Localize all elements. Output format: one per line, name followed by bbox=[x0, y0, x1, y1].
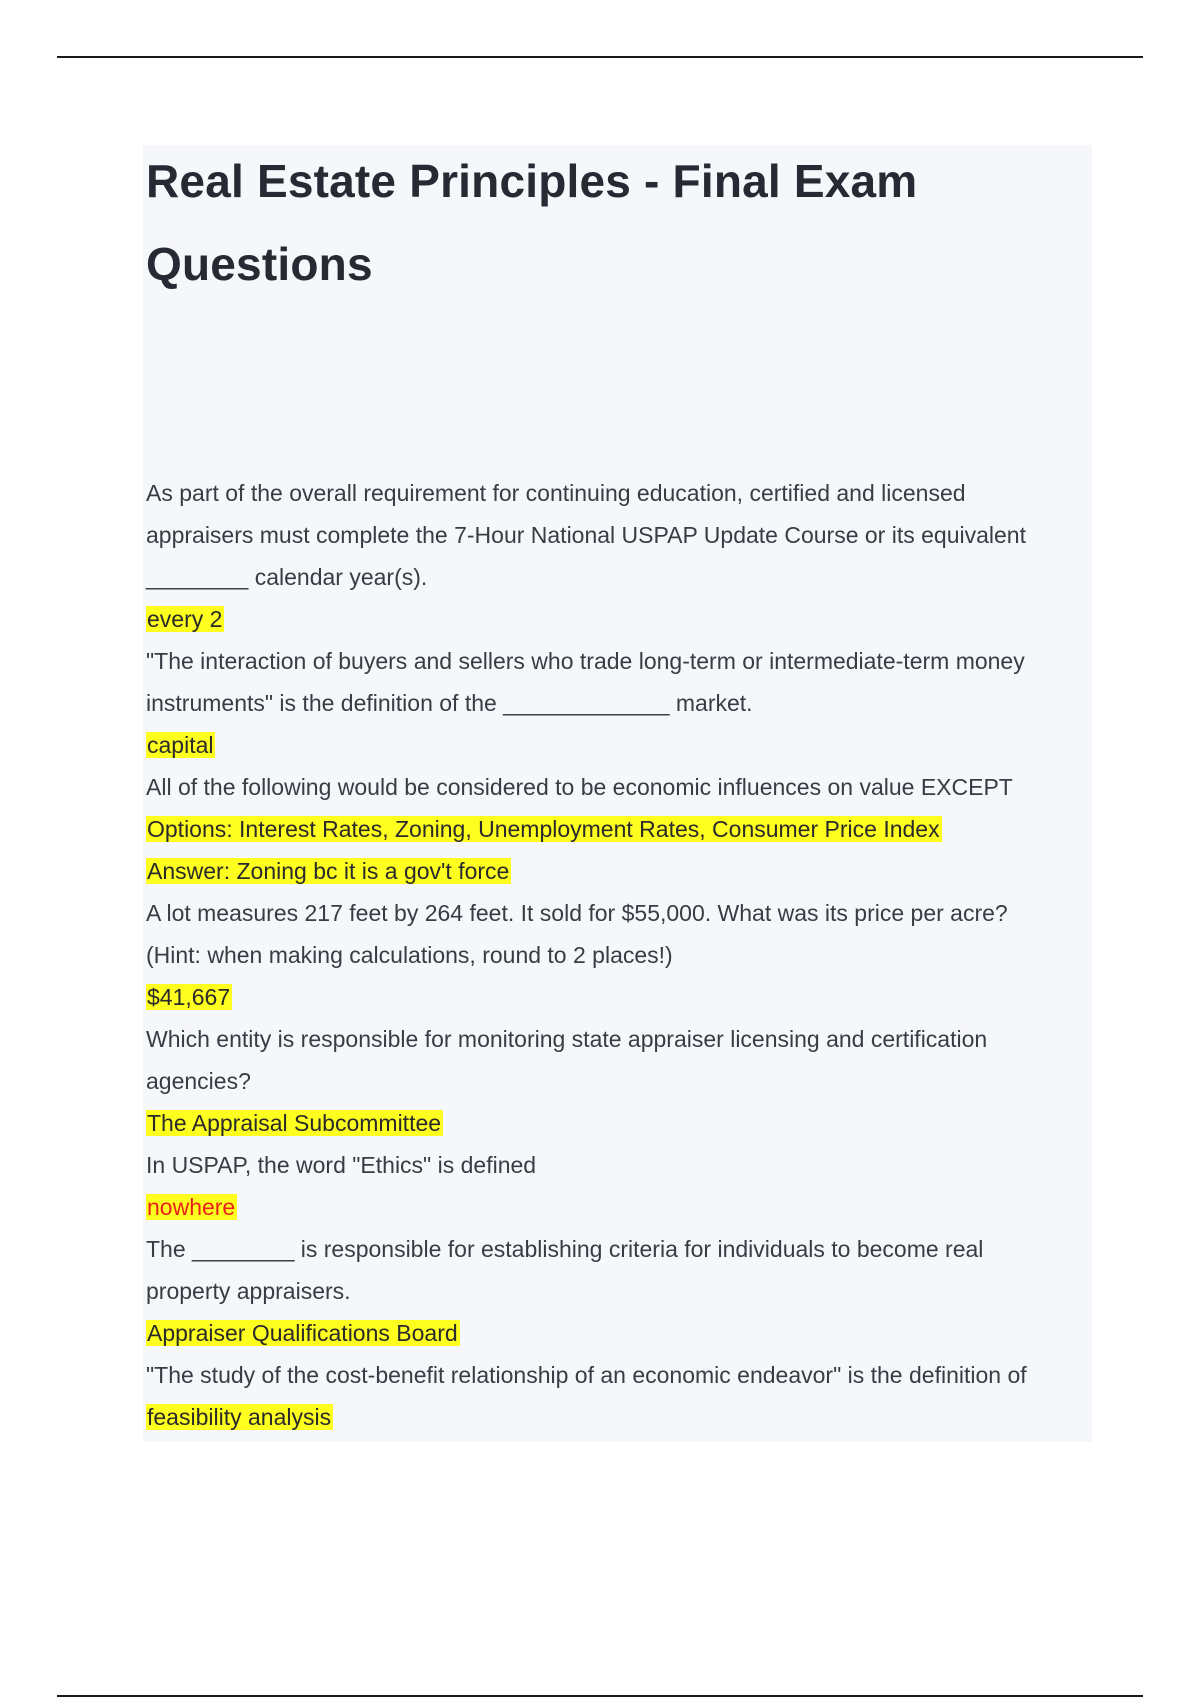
question-line: appraisers must complete the 7-Hour National USPAP Update Course or its equivalent bbox=[146, 522, 1026, 548]
answer-highlight: every 2 bbox=[147, 606, 223, 632]
question-line: instruments" is the definition of the _____________ market. bbox=[146, 690, 753, 716]
document-title bbox=[146, 140, 1076, 306]
answer-highlight-red: nowhere bbox=[147, 1194, 236, 1220]
answer-line bbox=[146, 976, 1086, 1018]
question-line: All of the following would be considered to be economic influences on value EXCEPT bbox=[146, 774, 1013, 800]
question-line: agencies? bbox=[146, 1068, 251, 1094]
answer-line bbox=[146, 850, 1086, 892]
answer-highlight: feasibility analysis bbox=[147, 1404, 332, 1430]
qa-item bbox=[146, 1228, 1086, 1354]
bottom-rule bbox=[57, 1695, 1143, 1697]
answer-line bbox=[146, 1102, 1086, 1144]
answer-highlight: $41,667 bbox=[147, 984, 231, 1010]
question-line: Which entity is responsible for monitoring state appraiser licensing and certification bbox=[146, 1026, 988, 1052]
qa-item bbox=[146, 640, 1086, 766]
answer-highlight: The Appraisal Subcommittee bbox=[147, 1110, 442, 1136]
qa-item bbox=[146, 1354, 1086, 1438]
answer-highlight: capital bbox=[147, 732, 214, 758]
title-line: Real Estate Principles - Final Exam bbox=[146, 155, 918, 207]
qa-item bbox=[146, 892, 1086, 1018]
answer-highlight: Answer: Zoning bc it is a gov't force bbox=[147, 858, 510, 884]
top-rule bbox=[57, 56, 1143, 58]
qa-item bbox=[146, 1018, 1086, 1144]
question-line: A lot measures 217 feet by 264 feet. It sold for $55,000. What was its price per acre? bbox=[146, 900, 1008, 926]
question-line: In USPAP, the word "Ethics" is defined bbox=[146, 1152, 537, 1178]
qa-item bbox=[146, 472, 1086, 640]
question-line: As part of the overall requirement for continuing education, certified and licensed bbox=[146, 480, 966, 506]
title-line: Questions bbox=[146, 238, 373, 290]
answer-line bbox=[146, 1312, 1086, 1354]
answer-line bbox=[146, 598, 1086, 640]
question-line: The ________ is responsible for establishing criteria for individuals to become real bbox=[146, 1236, 984, 1262]
question-line: "The interaction of buyers and sellers who trade long-term or intermediate-term money bbox=[146, 648, 1025, 674]
qa-item bbox=[146, 1144, 1086, 1228]
question-line: property appraisers. bbox=[146, 1278, 351, 1304]
answer-highlight: Options: Interest Rates, Zoning, Unemployment Rates, Consumer Price Index bbox=[147, 816, 940, 842]
answer-line bbox=[146, 724, 1086, 766]
qa-list bbox=[146, 472, 1086, 1438]
question-line: "The study of the cost-benefit relationship of an economic endeavor" is the definition of bbox=[146, 1362, 1027, 1388]
question-line: ________ calendar year(s). bbox=[146, 564, 428, 590]
qa-item bbox=[146, 766, 1086, 892]
answer-line bbox=[146, 808, 1086, 850]
answer-highlight: Appraiser Qualifications Board bbox=[147, 1320, 458, 1346]
answer-line bbox=[146, 1396, 1086, 1438]
question-line: (Hint: when making calculations, round to 2 places!) bbox=[146, 942, 673, 968]
answer-line bbox=[146, 1186, 1086, 1228]
